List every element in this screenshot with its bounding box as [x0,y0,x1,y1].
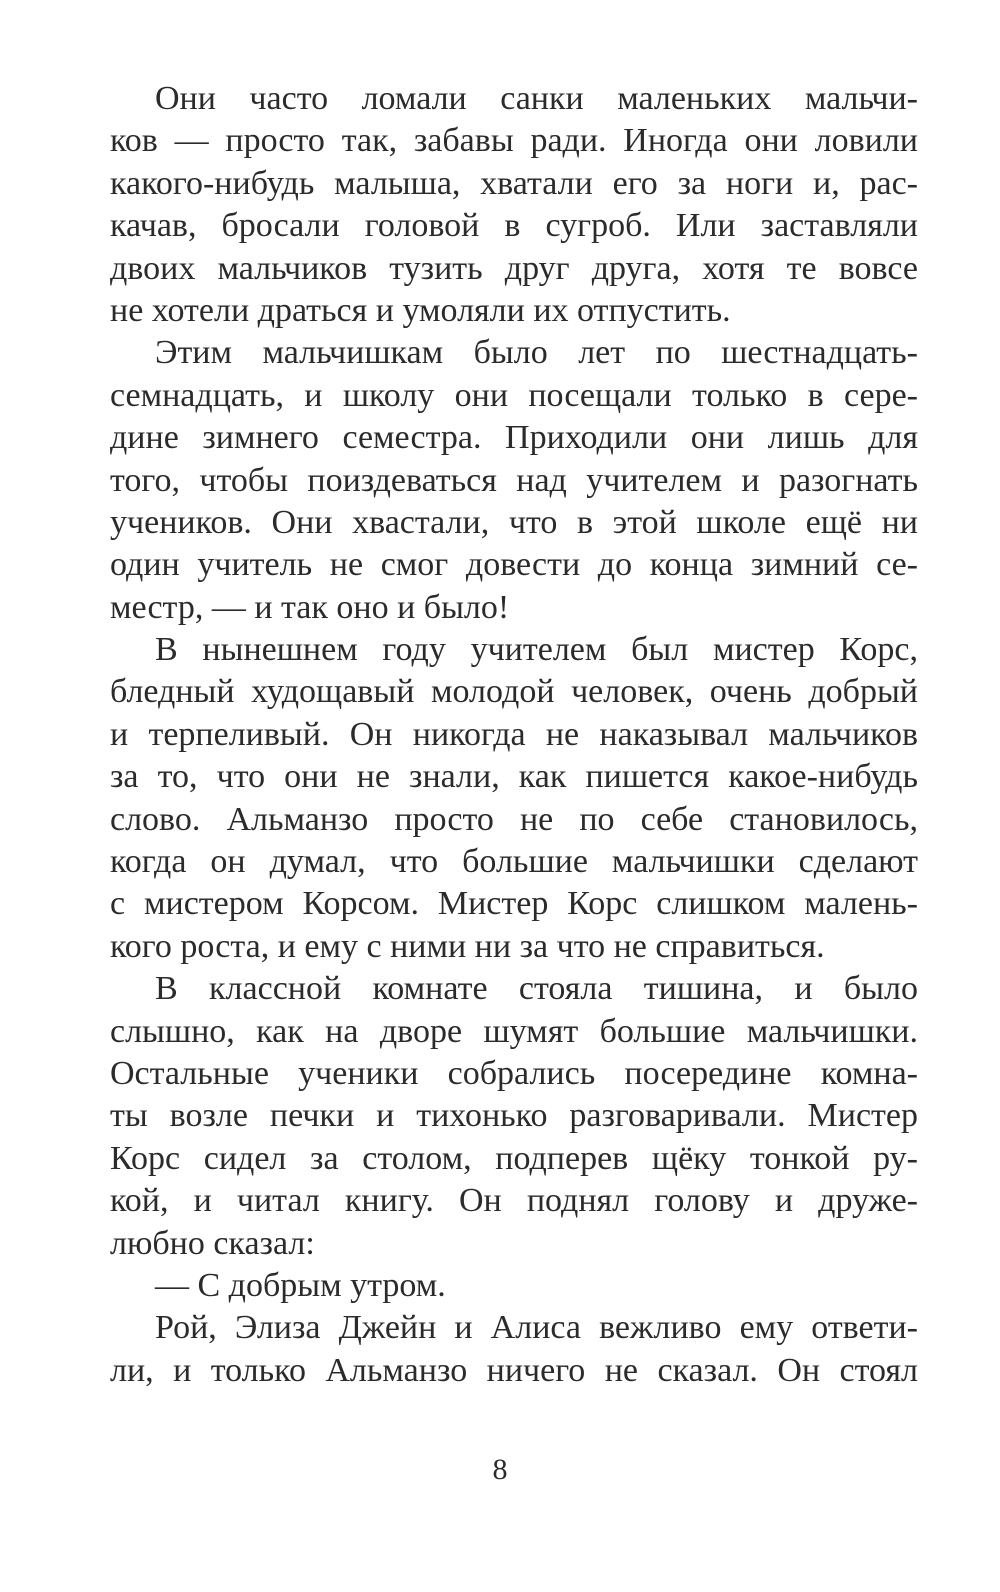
text-line: двоих мальчиков тузить друг друга, хотя те вовсе [110,249,918,287]
text-line: ков — просто так, забавы ради. Иногда они ловили [110,122,918,160]
text-line: дине зимнего семестра. Приходили они лишь для [110,419,918,457]
paragraph [110,332,918,629]
paragraph [110,968,918,1265]
text-line: с мистером Корсом. Мистер Корс слишком малень- [110,885,918,923]
text-line: Корс сидел за столом, подперев щёку тонкой ру- [110,1139,918,1177]
text-line: кого роста, и ему с ними ни за что не справиться. [110,927,825,965]
text-line: семнадцать, и школу они посещали только в сере- [110,376,918,414]
paragraph [110,1307,918,1392]
text-line: когда он думал, что большие мальчишки сделают [110,843,918,881]
text-line: какого-нибудь малыша, хватали его за ноги и, рас- [110,164,918,202]
paragraph [110,78,918,332]
text-line: ты возле печки и тихонько разговаривали. Мистер [110,1097,918,1135]
text-line: слово. Альманзо просто не по себе становилось, [110,800,918,838]
text-line: один учитель не смог довести до конца зимний се- [110,546,918,584]
text-line: того, чтобы поиздеваться над учителем и разогнать [110,461,918,499]
page-number: 8 [492,1453,508,1486]
text-line: В нынешнем году учителем был мистер Корс, [155,631,918,669]
text-line: ли, и только Альманзо ничего не сказал. Он стоял [110,1351,918,1389]
text-line: качав, бросали головой в сугроб. Или заставляли [110,207,918,245]
text-line: Этим мальчишкам было лет по шестнадцать- [155,334,918,372]
text-line: слышно, как на дворе шумят большие мальчишки. [110,1012,918,1050]
text-line: любно сказал: [110,1224,315,1262]
text-line: Они часто ломали санки маленьких мальчи- [155,80,918,117]
text-line: бледный худощавый молодой человек, очень добрый [110,673,918,711]
text-line: Остальные ученики собрались посередине комна- [110,1054,918,1092]
text-line: и терпеливый. Он никогда не наказывал мальчиков [110,715,918,753]
body-text [110,78,918,1392]
paragraph [110,1265,918,1307]
paragraph [110,629,918,968]
text-line: местр, — и так оно и было! [110,588,510,626]
text-line: кой, и читал книгу. Он поднял голову и друже- [110,1182,918,1220]
text-line: не хотели драться и умоляли их отпустить. [110,291,731,329]
text-line: — С добрым утром. [155,1266,446,1304]
text-line: В классной комнате стояла тишина, и было [155,970,918,1008]
text-line: Рой, Элиза Джейн и Алиса вежливо ему ответи- [155,1309,918,1347]
text-line: учеников. Они хвастали, что в этой школе ещё ни [110,503,918,541]
text-line: за то, что они не знали, как пишется какое-нибудь [110,758,918,796]
